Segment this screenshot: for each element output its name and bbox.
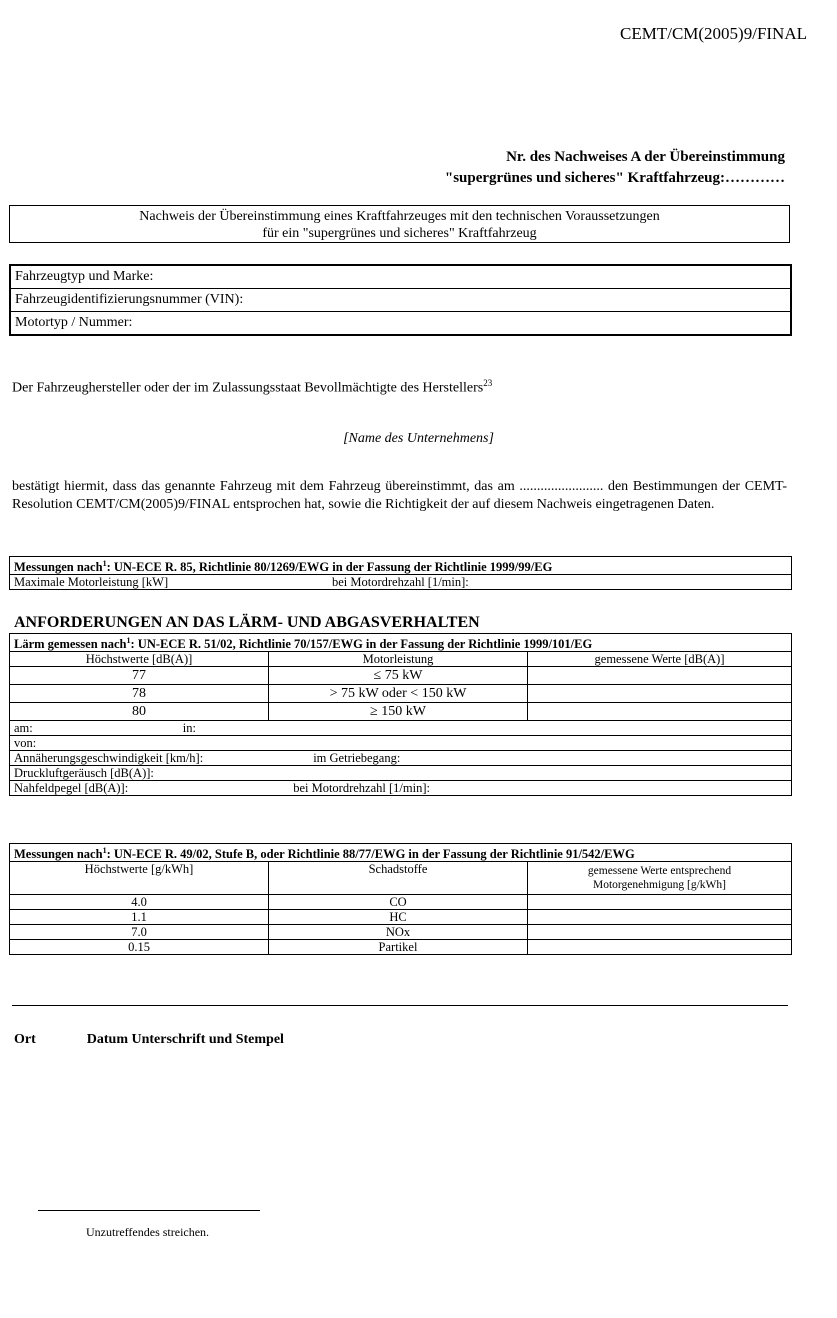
noise-power-value: ≤ 75 kW (269, 667, 528, 685)
certificate-title-box (9, 205, 790, 243)
certificate-number-line1: Nr. des Nachweises A der Übereinstimmung (506, 149, 785, 165)
emissions-col-measured: gemessene Werte entsprechend Motorgenehmigung [g/kWh] (528, 862, 792, 895)
vehicle-vin-field[interactable]: Fahrzeugidentifizierungsnummer (VIN): (10, 289, 791, 312)
emission-measured-cell[interactable] (528, 940, 792, 955)
noise-date-location-field[interactable]: am: in: (10, 721, 792, 736)
certificate-title-line1: Nachweis der Übereinstimmung eines Kraftfahrzeuges mit den technischen Voraussetzungen (139, 209, 660, 224)
certificate-number-line2: "supergrünes und sicheres" Kraftfahrzeug:………… (444, 170, 785, 186)
confirmation-text: bestätigt hiermit, dass das genannte Fahrzeug mit dem Fahrzeug übereinstimmt, das am ........................ den Bestimmungen der CEMT-Resolution CEMT/CM(2005)9/FINAL entsprochen hat, sowie die Richtigkeit der auf diesem Nachweis eingetragenen Daten. (12, 479, 787, 512)
noise-measured-cell[interactable] (528, 685, 792, 703)
signature-divider (12, 1005, 788, 1006)
noise-col-measured: gemessene Werte [dB(A)] (528, 652, 792, 667)
certificate-title-line2: für ein "supergrünes und sicheres" Kraftfahrzeug (262, 226, 537, 241)
power-measurement-table (9, 556, 792, 590)
emission-pollutant: HC (269, 910, 528, 925)
manufacturer-statement (12, 378, 492, 397)
noise-max-value: 78 (10, 685, 269, 703)
approach-speed-field[interactable]: Annäherungsgeschwindigkeit [km/h]: im Getriebegang: (10, 751, 792, 766)
vehicle-type-brand-field[interactable]: Fahrzeugtyp und Marke: (10, 265, 791, 289)
noise-col-power: Motorleistung (269, 652, 528, 667)
footnote-ref: 23 (483, 378, 493, 388)
noise-measured-cell[interactable] (528, 667, 792, 685)
emissions-col-pollutant: Schadstoffe (269, 862, 528, 895)
section-heading: ANFORDERUNGEN AN DAS LÄRM- UND ABGASVERHALTEN (14, 614, 480, 631)
emission-measured-cell[interactable] (528, 925, 792, 940)
noise-table (9, 633, 792, 796)
near-field-level-field[interactable]: Nahfeldpegel [dB(A)]: bei Motordrehzahl [1/min]: (10, 781, 792, 796)
emission-pollutant: CO (269, 895, 528, 910)
signature-date: Datum (86, 1032, 128, 1047)
power-heading: Messungen nach$^1$: UN-ECE R. 85, Richtlinie 80/1269/EWG in der Fassung der Richtlinie 1999/99/EG (10, 557, 792, 575)
emission-measured-cell[interactable] (528, 910, 792, 925)
manufacturer-text: Der Fahrzeughersteller oder der im Zulassungsstaat Bevollmächtigte des Herstellers (12, 380, 484, 396)
noise-max-value: 77 (10, 667, 269, 685)
company-name-placeholder: [Name des Unternehmens] (343, 431, 494, 446)
emission-measured-cell[interactable] (528, 895, 792, 910)
emissions-heading: Messungen nach$^1$: UN-ECE R. 49/02, Stufe B, oder Richtlinie 88/77/EWG in der Fassung der Richtlinie 91/542/EWG (10, 844, 792, 862)
signature-block (14, 1032, 284, 1048)
footnote-divider (38, 1210, 260, 1211)
emission-max-value: 7.0 (10, 925, 269, 940)
max-power-field[interactable]: Maximale Motorleistung [kW] (10, 575, 329, 590)
vehicle-info-table (9, 264, 792, 336)
noise-by-field[interactable]: von: (10, 736, 792, 751)
noise-measured-cell[interactable] (528, 703, 792, 721)
power-rpm-field[interactable]: bei Motordrehzahl [1/min]: (328, 575, 792, 590)
noise-power-value: ≥ 150 kW (269, 703, 528, 721)
certificate-number (445, 147, 785, 189)
noise-max-value: 80 (10, 703, 269, 721)
signature-sign: Unterschrift und Stempel (131, 1032, 284, 1047)
footnote-text: Unzutreffendes streichen. (86, 1225, 210, 1239)
emission-pollutant: Partikel (269, 940, 528, 955)
emissions-table (9, 843, 792, 955)
emission-pollutant: NOx (269, 925, 528, 940)
noise-heading: Lärm gemessen nach$^1$: UN-ECE R. 51/02, Richtlinie 70/157/EWG in der Fassung der Richtlinie 1999/101/EG (10, 634, 792, 652)
document-reference: CEMT/CM(2005)9/FINAL (620, 24, 807, 43)
engine-type-field[interactable]: Motortyp / Nummer: (10, 312, 791, 336)
signature-place: Ort (14, 1032, 36, 1047)
emissions-col-max: Höchstwerte [g/kWh] (10, 862, 269, 895)
noise-power-value: > 75 kW oder < 150 kW (269, 685, 528, 703)
noise-col-max: Höchstwerte [dB(A)] (10, 652, 269, 667)
emission-max-value: 0.15 (10, 940, 269, 955)
emission-max-value: 1.1 (10, 910, 269, 925)
air-noise-field[interactable]: Druckluftgeräusch [dB(A)]: (10, 766, 792, 781)
emission-max-value: 4.0 (10, 895, 269, 910)
